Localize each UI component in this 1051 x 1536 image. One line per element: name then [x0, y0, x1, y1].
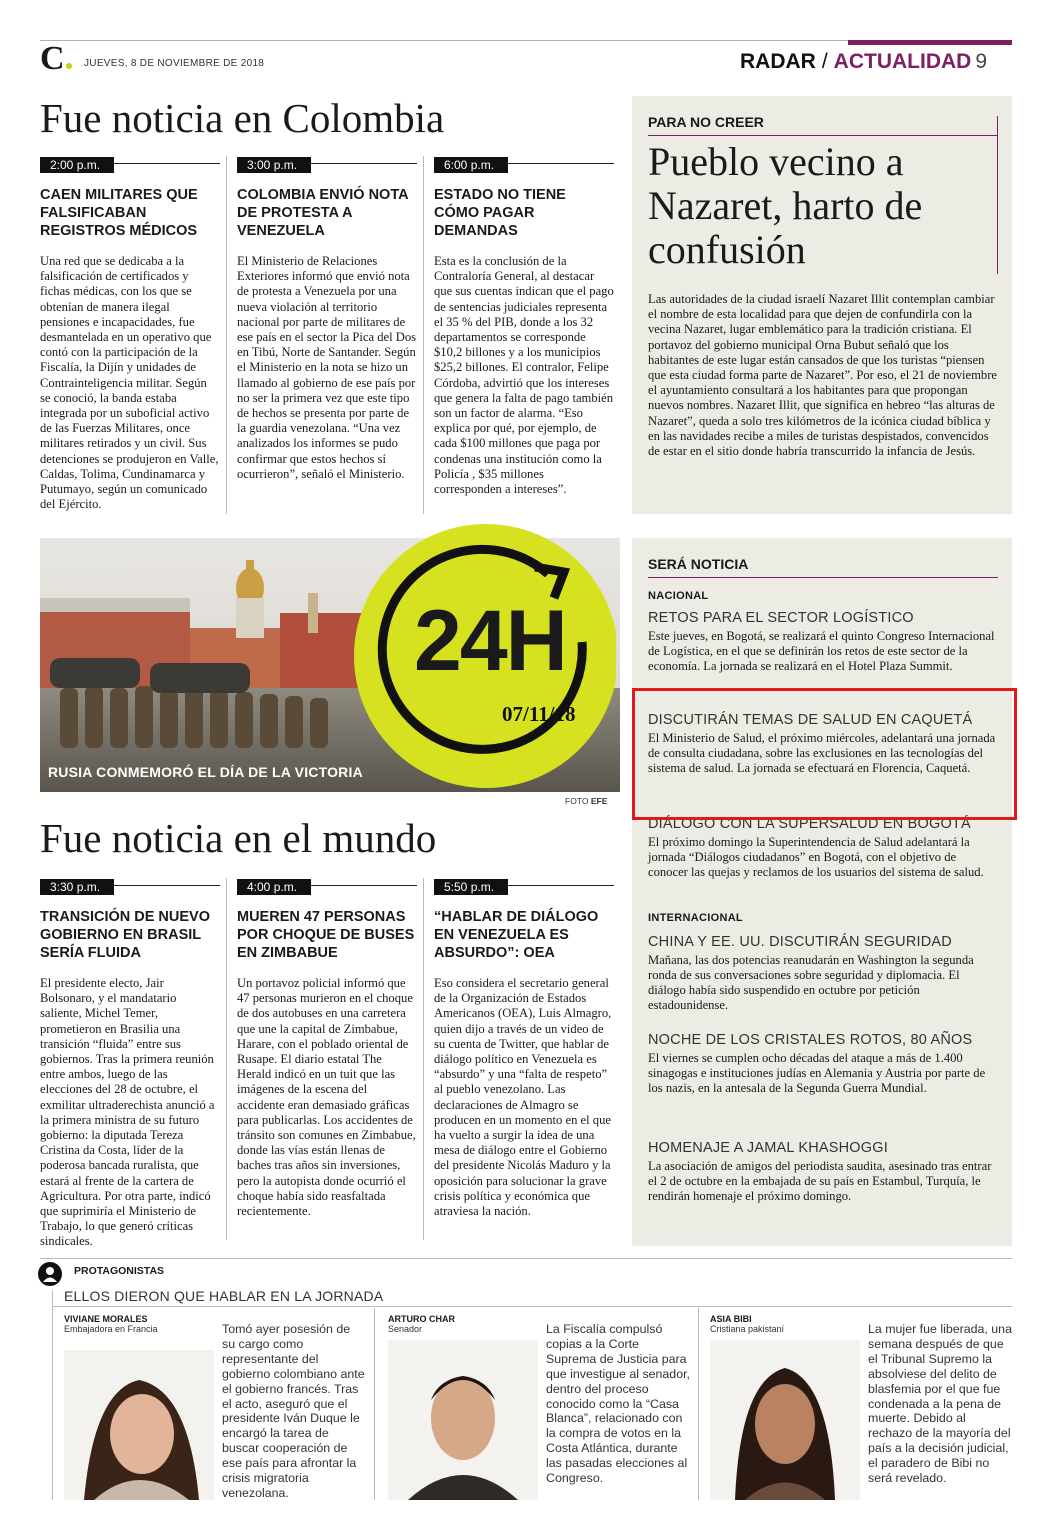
- protagonistas-rule: [40, 1258, 1012, 1259]
- protagonist-2: [388, 1314, 538, 1334]
- sera-noticia-item: [648, 1032, 998, 1096]
- time-badge: 6:00 p.m.: [434, 157, 508, 173]
- mundo-item-3: [434, 878, 614, 1219]
- protagonist-name: ARTURO CHAR: [388, 1314, 455, 1324]
- column-divider: [423, 156, 424, 514]
- sera-noticia-box: [632, 538, 1012, 1246]
- sera-noticia-body: Mañana, las dos potencias reanudarán en Washington la segunda ronda de sus conversaciones sobre seguridad y diplomacia. El diálogo había sido suspendido en octubre por petición estadounidense.: [648, 953, 974, 1012]
- time-badge: 5:50 p.m.: [434, 879, 508, 895]
- time-badge: 2:00 p.m.: [40, 157, 114, 173]
- photo-credit-label: FOTO: [565, 796, 589, 806]
- section-header: RADAR / ACTUALIDAD 9: [740, 50, 988, 73]
- news-body: Un portavoz policial informó que 47 personas murieron en el choque de dos autobuses en una carretera que une la capital de Zimbabue, Harare, con el poblado oriental de Rusape. El diario estatal The Herald indicó en un tuit que las imágenes de la escena del accidente eran demasiado gráficas para publicarlas. Los accidentes de tránsito son comunes en Zimbabue, donde las vías están llenas de baches tras años sin inversiones, pero la autopista donde ocurrió el choque había sido reasfaltada recientemente.: [237, 976, 416, 1219]
- highlight-box: [632, 688, 1017, 820]
- protagonist-text: La mujer fue liberada, una semana después de que el Tribunal Supremo la absolviese del delito de blasfemia por el que fue condenada a la pena de muerte. Debido al rechazo de la mayoría del país a la decisión judicial, el paradero de Bibi no será revelado.: [868, 1322, 1012, 1486]
- para-no-creer-label: PARA NO CREER: [648, 114, 764, 130]
- column-divider: [374, 1308, 375, 1500]
- sera-noticia-item: [648, 610, 998, 674]
- news-body: Esta es la conclusión de la Contraloría General, al destacar que sus cuentas indican que el pago de sentencias judiciales representa el 35 % del PIB, donde a los 32 departamentos se corresponde $10,2 billones y a los municipios $25,2 billones. El contralor, Felipe Córdoba, advirtió que los intereses que genera la falta de pago también son un factor de alarma. “Eso explica por qué, por ejemplo, de cada $100 millones que paga por condenas una institución como la Policía , $35 millones corresponden a intereses”.: [434, 254, 614, 497]
- 24h-text: 24H: [414, 593, 566, 689]
- mundo-section-title: Fue noticia en el mundo: [40, 815, 437, 861]
- protagonist-name: VIVIANE MORALES: [64, 1314, 148, 1324]
- sera-noticia-headline: DISCUTIRÁN TEMAS DE SALUD EN CAQUETÁ: [648, 712, 973, 728]
- sera-noticia-body: La asociación de amigos del periodista saudita, asesinado tras entrar el 2 de octubre en la embajada de su país en Estambul, Turquía, le rendirán homenaje el próximo domingo.: [648, 1159, 992, 1203]
- news-headline: MUEREN 47 PERSONAS POR CHOQUE DE BUSES EN ZIMBABUE: [237, 909, 415, 961]
- news-headline: CAEN MILITARES QUE FALSIFICABAN REGISTROS MÉDICOS: [40, 187, 198, 239]
- protagonist-3: [710, 1314, 860, 1334]
- page-number: 9: [975, 50, 988, 73]
- logo: C: [40, 42, 72, 76]
- colombia-item-3: [434, 156, 614, 497]
- news-body: El presidente electo, Jair Bolsonaro, y el mandatario saliente, Michel Temer, prometieron en Brasilia una transición “fluida” entre sus gobiernos. Tras la primera reunión entre ambos, luego de las elecciones del 28 de octubre, el exmilitar ultraderechista anunció a la primera ministra de su futuro gobierno: la diputada Tereza Cristina da Costa, líder de la poderosa bancada ruralista, que estará al frente de la cartera de Agricultura. Por otra parte, indicó que suprimiría el Ministerio de Trabajo, lo que generó críticas sindicales.: [40, 976, 215, 1249]
- protagonist-role: Senador: [388, 1324, 423, 1334]
- protagonist-role: Cristiana pakistaní: [710, 1324, 785, 1334]
- subsection-name: ACTUALIDAD: [833, 50, 972, 73]
- 24h-date: 07/11/18: [502, 702, 576, 726]
- news-headline: TRANSICIÓN DE NUEVO GOBIERNO EN BRASIL SERÍA FLUIDA: [40, 909, 210, 961]
- section-accent-bar: [848, 40, 1012, 45]
- sera-noticia-body: El próximo domingo la Superintendencia de Salud adelantará la jornada “Diálogos ciudadanos” en Bogotá, con el objetivo de conocer las quejas y reclamos de los usuarios del sistema de salud.: [648, 835, 984, 879]
- colombia-section-title: Fue noticia en Colombia: [40, 95, 445, 141]
- photo-credit-source: EFE: [590, 796, 608, 806]
- viviane-morales-photo: [64, 1350, 214, 1500]
- news-headline: COLOMBIA ENVIÓ NOTA DE PROTESTA A VENEZUELA: [237, 187, 409, 239]
- protagonistas-label: PROTAGONISTAS: [74, 1265, 165, 1277]
- para-no-creer-title: Pueblo vecino a Nazaret, harto de confusión: [648, 139, 923, 272]
- news-headline: “HABLAR DE DIÁLOGO EN VENEZUELA ES ABSURDO”: OEA: [434, 909, 599, 961]
- colombia-item-2: [237, 156, 417, 482]
- sera-noticia-body: Este jueves, en Bogotá, se realizará el quinto Congreso Internacional de Logística, en el que se definirán los retos de este sector de la economía. La jornada se realizará en el Hotel Plaza Summit.: [648, 629, 995, 673]
- mundo-item-1: [40, 878, 220, 1250]
- 24h-badge: [352, 512, 616, 802]
- nacional-label: NACIONAL: [648, 590, 709, 602]
- photo-credit: [565, 796, 607, 806]
- column-divider: [698, 1308, 699, 1500]
- accent-rule: [997, 116, 998, 274]
- label-rule: [648, 577, 998, 578]
- sera-noticia-body: El Ministerio de Salud, el próximo miércoles, adelantará una jornada de consulta ciudadana, sobre las exclusiones en las tecnologías del sistema de salud. La jornada se efectuará en Florencia, Caquetá.: [648, 731, 996, 775]
- sera-noticia-headline: RETOS PARA EL SECTOR LOGÍSTICO: [648, 610, 914, 626]
- para-no-creer-body: Las autoridades de la ciudad israelí Nazaret Illit contemplan cambiar el nombre de esta localidad para que dejen de confundirla con la vecina Nazaret, lugar emblemático para la tradición cristiana. El portavoz del gobierno municipal Orna Bubut señaló que los habitantes de este lugar están cansados de que los turistas “piensen que esta ciudad forma parte de Nazaret”. Por eso, el 21 de noviembre el ayuntamiento consultará a los habitantes para que propongan nuevos nombres. Nazaret Illit, que significa en hebreo “las alturas de Nazaret”, queda a solo tres kilómetros de la icónica ciudad bíblica y en las navidades recibe a miles de turistas despistados, convencidos de estar en el sitio donde habría transcurrido la infancia de Jesús.: [648, 292, 997, 459]
- sera-noticia-headline: NOCHE DE LOS CRISTALES ROTOS, 80 AÑOS: [648, 1032, 973, 1048]
- news-body: Eso considera el secretario general de la Organización de Estados Americanos (OEA), Luis Almagro, quien dijo a través de un video de su cuenta de Twitter, que hablar de diálogo político en Venezuela es “absurdo” y una “falta de respeto” al pueblo venezolano. Las declaraciones de Almagro se producen en un momento en el que ha vuelto a surgir la idea de una mesa de diálogo entre el Gobierno del presidente Nicolás Maduro y la oposición para solucionar la grave crisis política y económica que atraviesa la nación.: [434, 976, 612, 1219]
- news-headline: ESTADO NO TIENE CÓMO PAGAR DEMANDAS: [434, 187, 566, 239]
- sera-noticia-headline: HOMENAJE A JAMAL KHASHOGGI: [648, 1140, 888, 1156]
- sera-noticia-body: El viernes se cumplen ocho décadas del ataque a más de 1.400 sinagogas e instituciones judías en Alemania y Austria por parte de los nazis, en la antesala de la Segunda Guerra Mundial.: [648, 1051, 986, 1095]
- person-icon: [38, 1262, 62, 1286]
- sera-noticia-item: [648, 934, 998, 1013]
- protagonistas-subtitle: ELLOS DIERON QUE HABLAR EN LA JORNADA: [64, 1288, 384, 1304]
- issue-date: JUEVES, 8 DE NOVIEMBRE DE 2018: [84, 58, 265, 69]
- column-divider: [226, 156, 227, 514]
- arturo-char-photo: [388, 1340, 538, 1500]
- time-badge: 3:30 p.m.: [40, 879, 114, 895]
- subtitle-rule: [52, 1306, 1012, 1307]
- para-no-creer-box: [632, 96, 1012, 514]
- news-body: El Ministerio de Relaciones Exteriores informó que envió nota de protesta a Venezuela por una nueva violación al territorio nacional por parte de militares de ese país en el sector la Pica del Dos en Tibú, Norte de Santander. Según el Ministerio en la nota se hizo un llamado al gobierno de ese país por no ser la primera vez que este tipo de hechos se presenta por parte de la guardia venezolana. “Una vez analizados los informes se pudo confirmar que estos hechos sí ocurrieron”, señaló el Ministerio.: [237, 254, 417, 481]
- mundo-item-2: [237, 878, 417, 1219]
- sera-noticia-item: [648, 816, 998, 880]
- internacional-label: INTERNACIONAL: [648, 912, 743, 924]
- asia-bibi-photo: [710, 1340, 860, 1500]
- protagonist-text: La Fiscalía compulsó copias a la Corte Suprema de Justicia para que investigue al senador, dentro del proceso conocido como la “Casa Blanca”, relacionado con la compra de votos en la Costa Atlántica, durante las pasadas elecciones al Congreso.: [546, 1322, 690, 1486]
- time-badge: 4:00 p.m.: [237, 879, 311, 895]
- section-name: RADAR: [740, 50, 816, 73]
- photo-caption: RUSIA CONMEMORÓ EL DÍA DE LA VICTORIA: [48, 764, 363, 780]
- colombia-item-1: [40, 156, 220, 512]
- protagonist-text: Tomó ayer posesión de su cargo como representante del gobierno colombiano ante el gobierno francés. Tras el acto, aseguró que el presidente Iván Duque le encargó la tarea de buscar cooperación de ese país para afrontar la crisis migratoria venezolana.: [222, 1322, 365, 1500]
- protagonist-1: [64, 1314, 214, 1334]
- sera-noticia-headline: CHINA Y EE. UU. DISCUTIRÁN SEGURIDAD: [648, 934, 952, 950]
- column-divider: [226, 878, 227, 1240]
- protagonistas-vrule: [52, 1290, 53, 1500]
- sera-noticia-label: SERÁ NOTICIA: [648, 556, 749, 572]
- time-badge: 3:00 p.m.: [237, 157, 311, 173]
- protagonist-name: ASIA BIBI: [710, 1314, 752, 1324]
- column-divider: [423, 878, 424, 1240]
- label-rule: [648, 135, 998, 136]
- protagonist-role: Embajadora en Francia: [64, 1324, 158, 1334]
- news-body: Una red que se dedicaba a la falsificación de certificados y fichas médicas, con los que se obtenían de manera ilegal pensiones e incapacidades, fue desmantelada en un operativo que contó con la participación de la Fiscalía, la Dijín y unidades de Contrainteligencia militar. Según se conoció, la banda estaba integrada por un suboficial activo de las Fuerzas Militares, once militares retirados y un civil. Sus detenciones se produjeron en Valle, Caldas, Tolima, Cundinamarca y Putumayo, según un comunicado del Ejército.: [40, 254, 219, 512]
- sera-noticia-item: [648, 1140, 998, 1204]
- sera-noticia-headline: DIÁLOGO CON LA SUPERSALUD EN BOGOTÁ: [648, 816, 971, 832]
